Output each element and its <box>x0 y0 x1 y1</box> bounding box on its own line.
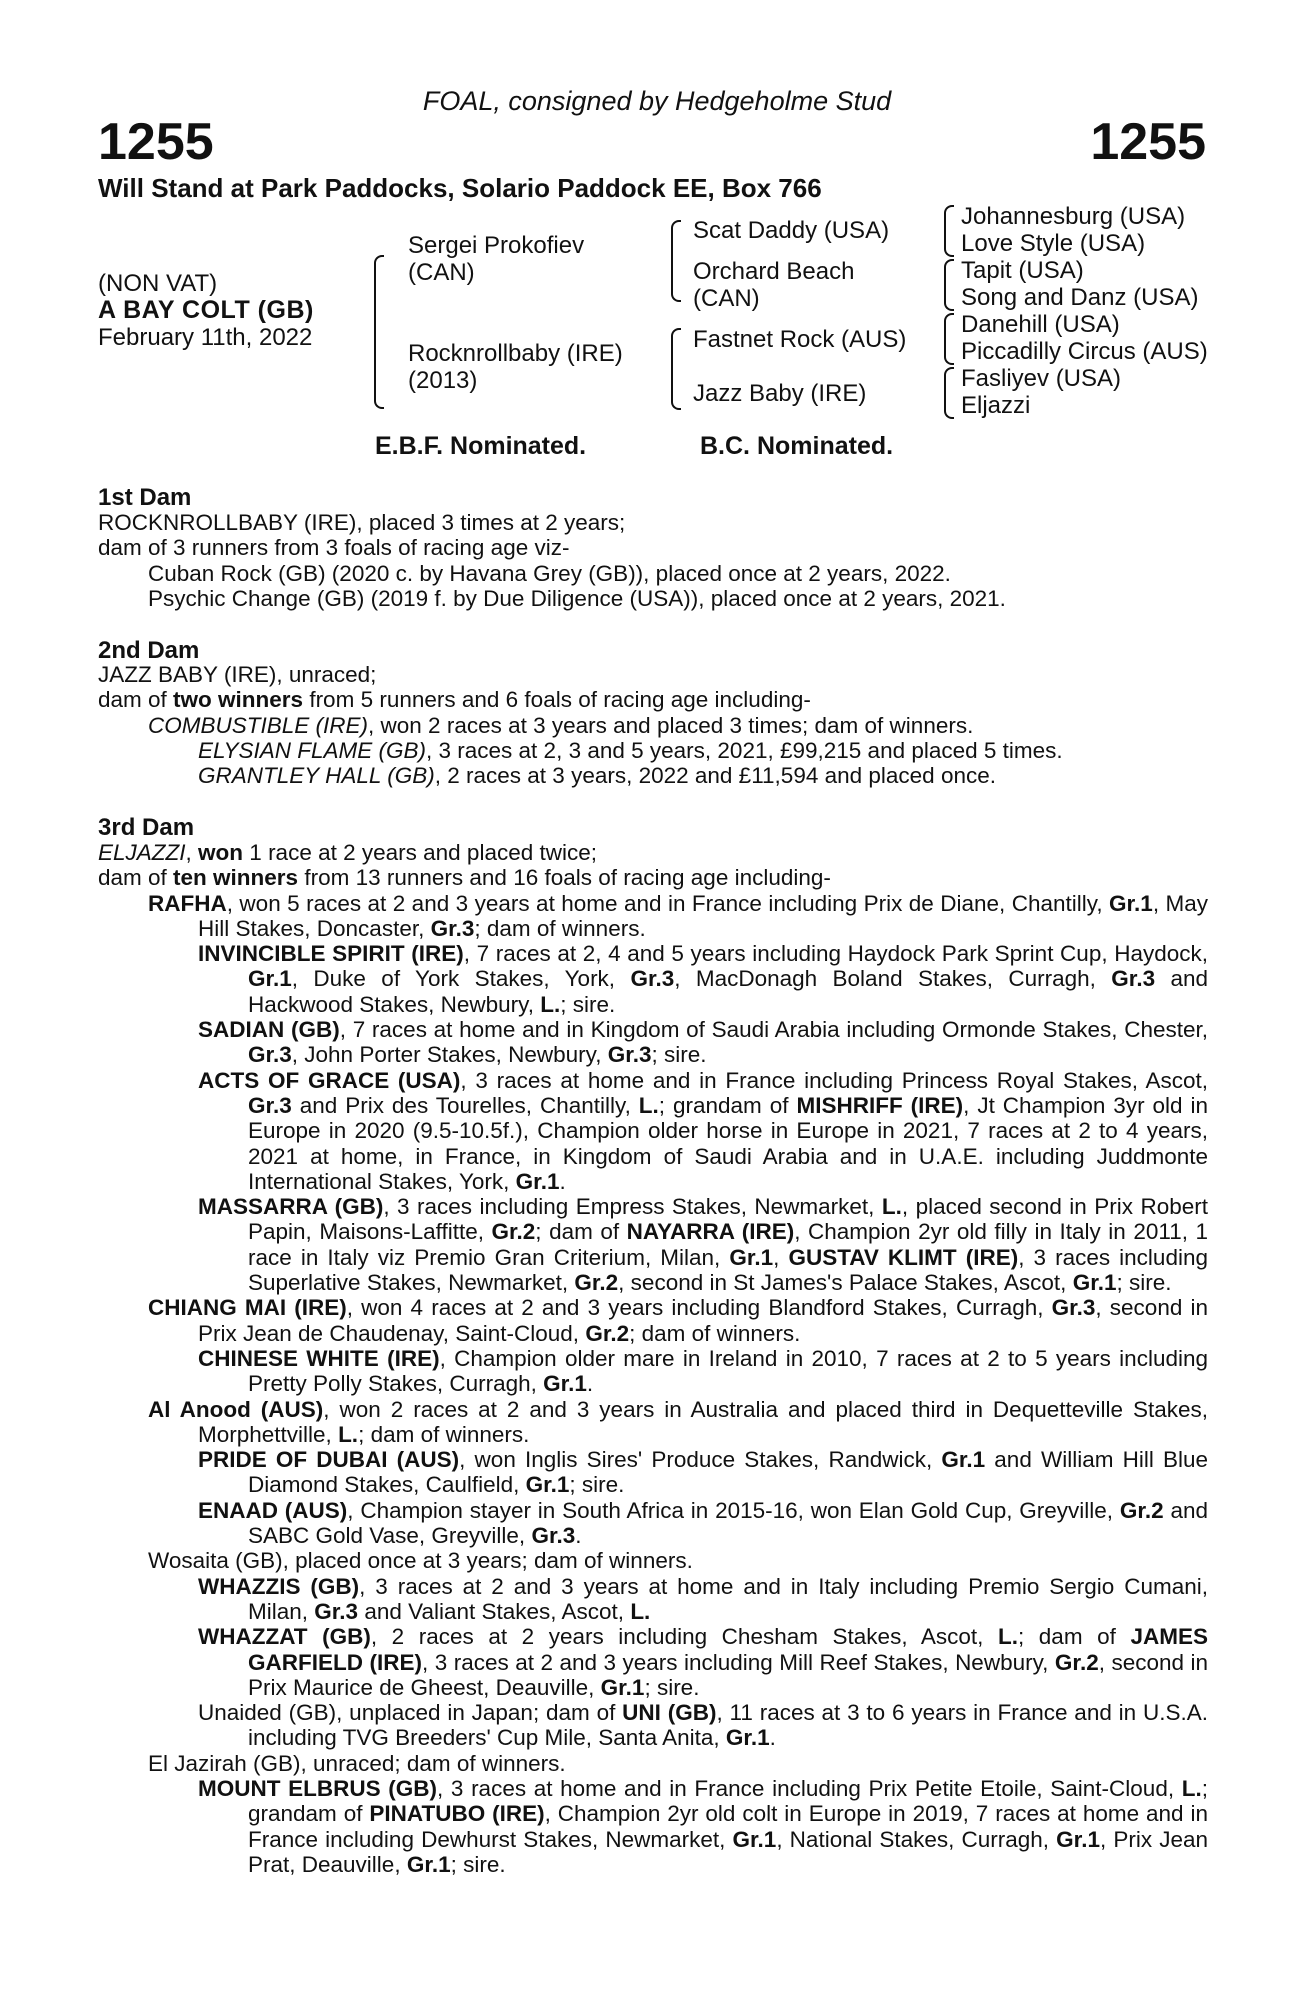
stabling-location: Will Stand at Park Paddocks, Solario Paddock EE, Box 766 <box>98 173 822 203</box>
pedigree-brace <box>671 220 681 302</box>
third-dam-heading: 3rd Dam <box>98 814 195 841</box>
foaling-date: February 11th, 2022 <box>98 324 313 351</box>
produce-acts-of-grace: ACTS OF GRACE (USA), 3 races at home and in France including Princess Royal Stakes, Ascot, Gr.3 and Prix des Tourelles, Chantilly, L.; grandam of MISHRIFF (IRE), Jt Champion 3yr old in Europe in 2020 (9.5-10.5f.), Champion older horse in Europe in 2021, 7 races at 2 to 4 years, 2021 at home, in France, in Kingdom of Saudi Arabia and in U.A.E. including Juddmonte International Stakes, York, Gr.1. <box>198 1067 1208 1194</box>
produce-mount-elbrus: MOUNT ELBRUS (GB), 3 races at home and in France including Prix Petite Etoile, Saint-Cloud, L.; grandam of PINATUBO (IRE), Champion 2yr old colt in Europe in 2019, 7 races at home and in France including Dewhurst Stakes, Newmarket, Gr.1, National Stakes, Curragh, Gr.1, Prix Jean Prat, Deauville, Gr.1; sire. <box>198 1775 1208 1877</box>
produce-pride-of-dubai: PRIDE OF DUBAI (AUS), won Inglis Sires' Produce Stakes, Randwick, Gr.1 and William Hill Blue Diamond Stakes, Caulfield, Gr.1; sire. <box>198 1447 1209 1498</box>
third-dam-section: ELJAZZI, won 1 race at 2 years and placed twice; dam of ten winners from 13 runners and 16 foals of racing age including- RAFHA, won 5 races at 2 and 3 years at home and in France including Prix de Diane, Chantilly, Gr.1, May Hill Stakes, Doncaster, Gr.3; dam of winners. INVINCIBLE SPIRIT (IRE), 7 races at 2, 4 and 5 years including Haydock Park Sprint Cup, Haydock, Gr.1, Duke of York Stakes, York, Gr.3, MacDonagh Boland Stakes, Curragh, Gr.3 and Hackwood Stakes, Newbury, L.; sire. SADIAN (GB), 7 races at home and in Kingdom of Saudi Arabia including Ormonde Stakes, Chester, Gr.3, John Porter Stakes, Newbury, Gr.3; sire. ACTS OF GRACE (USA), 3 races at home and in France including Princess Royal Stakes, Ascot, Gr.3 and Prix des Tourelles, Chantilly, L.; grandam of MISHRIFF (IRE), Jt Champion 3yr old in Europe in 2020 (9.5-10.5f.), Champion older horse in Europe in 2021, 7 races at 2 to 4 years, 2021 at home, in France, in Kingdom of Saudi Arabia and in U.A.E. including Juddmonte International Stakes, York, Gr.1. MASSARRA (GB), 3 races including Empress Stakes, Newmarket, L., placed second in Prix Robert Papin, Maisons-Laffitte, Gr.2; dam of NAYARRA (IRE), Champion 2yr old filly in Italy in 2011, 1 race in Italy viz Premio Gran Criterium, Milan, Gr.1, GUSTAV KLIMT (IRE), 3 races including Superlative Stakes, Newmarket, Gr.2, second in St James's Palace Stakes, Ascot, Gr.1; sire. CHIANG MAI (IRE), won 4 races at 2 and 3 years including Blandford Stakes, Curragh, Gr.3, second in Prix Jean de Chaudenay, Saint-Cloud, Gr.2; dam of winners. CHINESE WHITE (IRE), Champion older mare in Ireland in 2010, 7 races at 2 to 5 years including Pretty Polly Stakes, Curragh, Gr.1. Al Anood (AUS), won 2 races at 2 and 3 years in Australia and placed third in Dequetteville Stakes, Morphettville, L.; dam of winners. PRIDE OF DUBAI (AUS), won Inglis Sires' Produce Stakes, Randwick, Gr.1 and William Hill Blue Diamond Stakes, Caulfield, Gr.1; sire. ENAAD (AUS), Champion stayer in South Africa in 2015-16, won Elan Gold Cup, Greyville, Gr.2 and SABC Gold Vase, Greyville, Gr.3. Wosaita (GB), placed once at 3 years; dam of winners. WHAZZIS (GB), 3 races at 2 and 3 years at home and in Italy including Premio Sergio Cumani, Milan, Gr.3 and Valiant Stakes, Ascot, L. WHAZZAT (GB), 2 races at 2 years including Chesham Stakes, Ascot, L.; dam of JAMES GARFIELD (IRE), 3 races at 2 and 3 years including Mill Reef Stakes, Newbury, Gr.2, second in Prix Maurice de Gheest, Deauville, Gr.1; sire. Unaided (GB), unplaced in Japan; dam of UNI (GB), 11 races at 3 to 6 years in France and in U.S.A. including TVG Breeders' Cup Mile, Santa Anita, Gr.1. El Jazirah (GB), unraced; dam of winners. MOUNT ELBRUS (GB), 3 races at home and in France including Prix Petite Etoile, Saint-Cloud, L.; grandam of PINATUBO (IRE), Champion 2yr old colt in Europe in 2019, 7 races at home and in France including Dewhurst Stakes, Newmarket, Gr.1, National Stakes, Curragh, Gr.1, Prix Jean Prat, Deauville, Gr.1; sire. <box>98 840 1209 1877</box>
dam-sire: Fastnet Rock (AUS) <box>693 326 907 353</box>
sire-sire: Scat Daddy (USA) <box>693 217 890 244</box>
pedigree-brace <box>944 367 954 419</box>
horse-details <box>98 270 314 351</box>
pedigree-brace <box>374 255 384 409</box>
dam-dam: Jazz Baby (IRE) <box>693 380 867 407</box>
sire: Sergei Prokofiev (CAN) <box>408 232 585 286</box>
produce-chiang-mai: CHIANG MAI (IRE), won 4 races at 2 and 3 years including Blandford Stakes, Curragh, Gr.3, second in Prix Jean de Chaudenay, Saint-Cloud, Gr.2; dam of winners. <box>148 1295 1208 1346</box>
produce-rafha: RAFHA, won 5 races at 2 and 3 years at home and in France including Prix de Diane, Chantilly, Gr.1, May Hill Stakes, Doncaster, Gr.3; dam of winners. <box>148 890 1209 941</box>
lot-number-right: 1255 <box>1090 113 1206 171</box>
lot-number-left: 1255 <box>98 113 214 171</box>
second-dam-section: JAZZ BABY (IRE), unraced; dam of two winners from 5 runners and 6 foals of racing age including- COMBUSTIBLE (IRE), won 2 races at 3 years and placed 3 times; dam of winners. ELYSIAN FLAME (GB), 3 races at 2, 3 and 5 years, 2021, £99,215 and placed 5 times. GRANTLEY HALL (GB), 2 races at 3 years, 2022 and £11,594 and placed once. <box>98 662 1063 789</box>
pedigree-brace <box>944 313 954 365</box>
great-grandparents: Johannesburg (USA) Love Style (USA) Tapit (USA) Song and Danz (USA) Danehill (USA) Piccadilly Circus (AUS) Fasliyev (USA) Eljazzi <box>961 203 1208 419</box>
produce-whazzis: WHAZZIS (GB), 3 races at 2 and 3 years at home and in Italy including Premio Sergio Cumani, Milan, Gr.3 and Valiant Stakes, Ascot, L. <box>198 1573 1208 1624</box>
vat-status: (NON VAT) <box>98 270 218 297</box>
produce-wosaita: Wosaita (GB), placed once at 3 years; dam of winners. <box>148 1548 693 1574</box>
produce-invincible-spirit: INVINCIBLE SPIRIT (IRE), 7 races at 2, 4 and 5 years including Haydock Park Sprint Cup, Haydock, Gr.1, Duke of York Stakes, York, Gr.3, MacDonagh Boland Stakes, Curragh, Gr.3 and Hackwood Stakes, Newbury, L.; sire. <box>198 941 1208 1017</box>
produce-al-anood: Al Anood (AUS), won 2 races at 2 and 3 years in Australia and placed third in Dequetteville Stakes, Morphettville, L.; dam of winners. <box>148 1396 1208 1447</box>
produce-chinese-white: CHINESE WHITE (IRE), Champion older mare in Ireland in 2010, 7 races at 2 to 5 years including Pretty Polly Stakes, Curragh, Gr.1. <box>198 1345 1208 1397</box>
ebf-nominated: E.B.F. Nominated. <box>375 432 587 460</box>
horse-name: A BAY COLT (GB) <box>98 296 314 324</box>
sire-dam: Orchard Beach (CAN) <box>693 258 855 312</box>
produce-whazzat: WHAZZAT (GB), 2 races at 2 years including Chesham Stakes, Ascot, L.; dam of JAMES GARFIELD (IRE), 3 races at 2 and 3 years including Mill Reef Stakes, Newbury, Gr.2, second in Prix Maurice de Gheest, Deauville, Gr.1; sire. <box>198 1624 1208 1700</box>
second-dam-heading: 2nd Dam <box>98 637 200 664</box>
first-dam-heading: 1st Dam <box>98 484 192 511</box>
produce-massarra: MASSARRA (GB), 3 races including Empress Stakes, Newmarket, L., placed second in Prix Robert Papin, Maisons-Laffitte, Gr.2; dam of NAYARRA (IRE), Champion 2yr old filly in Italy in 2011, 1 race in Italy viz Premio Gran Criterium, Milan, Gr.1, GUSTAV KLIMT (IRE), 3 races including Superlative Stakes, Newmarket, Gr.2, second in St James's Palace Stakes, Ascot, Gr.1; sire. <box>198 1194 1208 1296</box>
dam: Rocknrollbaby (IRE) (2013) <box>408 340 623 394</box>
bc-nominated: B.C. Nominated. <box>700 432 894 460</box>
consignment-line: FOAL, consigned by Hedgeholme Stud <box>422 86 892 116</box>
produce-enaad: ENAAD (AUS), Champion stayer in South Africa in 2015-16, won Elan Gold Cup, Greyville, Gr.2 and SABC Gold Vase, Greyville, Gr.3. <box>198 1497 1208 1549</box>
first-dam-section: ROCKNROLLBABY (IRE), placed 3 times at 2 years; dam of 3 runners from 3 foals of racing age viz- Cuban Rock (GB) (2020 c. by Havana Grey (GB)), placed once at 2 years, 2022. Psychic Change (GB) (2019 f. by Due Diligence (USA)), placed once at 2 years, 2021. <box>98 510 1006 611</box>
produce-unaided: Unaided (GB), unplaced in Japan; dam of UNI (GB), 11 races at 3 to 6 years in France and in U.S.A. including TVG Breeders' Cup Mile, Santa Anita, Gr.1. <box>198 1700 1208 1751</box>
pedigree-brace <box>944 205 954 257</box>
produce-sadian: SADIAN (GB), 7 races at home and in Kingdom of Saudi Arabia including Ormonde Stakes, Chester, Gr.3, John Porter Stakes, Newbury, Gr.3; sire. <box>198 1017 1208 1068</box>
pedigree-brace <box>671 328 681 410</box>
pedigree-brace <box>944 259 954 311</box>
produce-el-jazirah: El Jazirah (GB), unraced; dam of winners. <box>148 1750 566 1776</box>
